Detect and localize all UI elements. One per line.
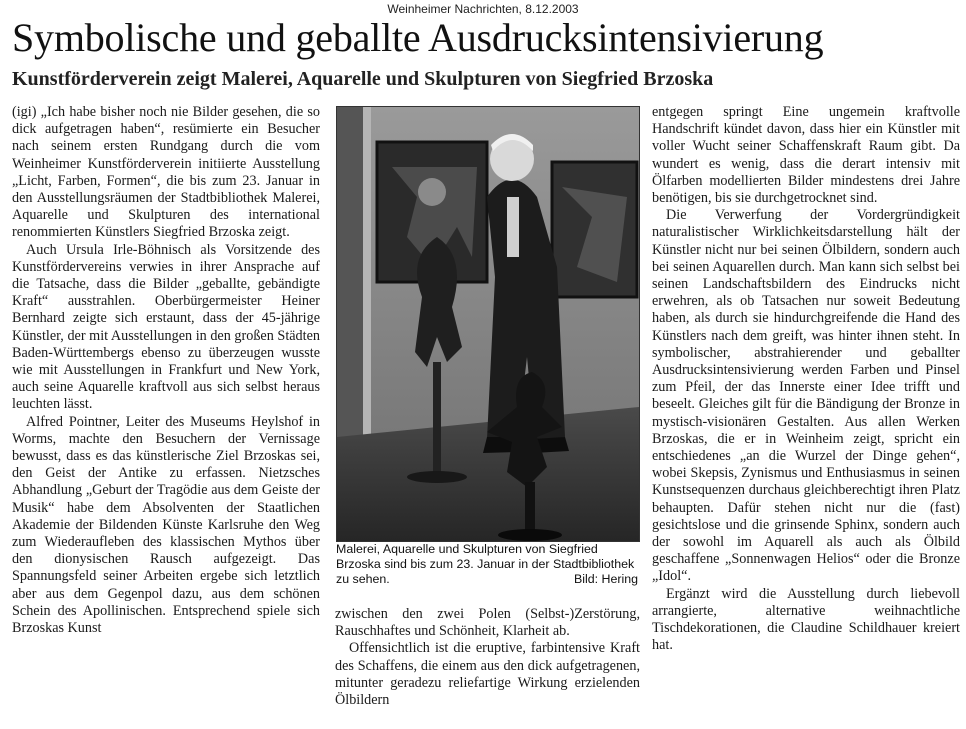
photo-caption [336, 542, 638, 588]
subheadline: Kunstförderverein zeigt Malerei, Aquarelle und Skulpturen von Siegfried Brzoska [12, 68, 714, 90]
source-line: Weinheimer Nachrichten, 8.12.2003 [387, 2, 579, 16]
paragraph: entgegen springt Eine ungemein kraftvolle Handschrift kündet davon, dass hier ein Künstler mit voller Wucht seiner Schaffenskraft Raum gibt. Da wundert es wenig, dass die derart intensiv mit Ölfarben modellierten Bilder mindestens drei Jahre benötigen, bis sie durchgetrocknet sind. [652, 104, 960, 207]
paragraph: (igi) „Ich habe bisher noch nie Bilder gesehen, die so dick aufgetragen haben“, resümierte ein Besucher nach seinem ersten Rundgang durch die vom Weinheimer Kunstförderverein initiierte Ausstellung „Licht, Farben, Formen“, die bis zum 23. Januar in den Ausstellungsräumen der Stadtbibliothek Malerei, Aquarelle und Skulpturen des international renommierten Künstlers Siegfried Brzoska zeigt. [12, 104, 320, 241]
paragraph: Ergänzt wird die Ausstellung durch liebevoll arrangierte, alternative weihnachtliche Tischdekorationen, die Claudine Schildhauer kreiert hat. [652, 585, 960, 654]
paragraph: Offensichtlich ist die eruptive, farbintensive Kraft des Schaffens, die einem aus den dick aufgetragenen, mitunter geradezu reliefartige Wirkung erzielenden Ölbildern [335, 640, 640, 709]
article-column-3 [652, 104, 960, 655]
article-column-1 [12, 104, 320, 637]
paragraph: Auch Ursula Irle-Böhnisch als Vorsitzende des Kunstfördervereins verwies in ihrer Ansprache auf die Tatsache, dass die Bilder „geballte, gebändigte Kraft“ ausstrahlen. Oberbürgermeister Heiner Bernhard zeigte sich erstaunt, dass der 45-jährige Künstler, der mit Ausstellungen in den großen Städten Baden-Württembergs ebenso zu überzeugen wusste wie mit Ausstellungen in Frankfurt und New York, auch seine Aquarelle kraftvoll aus sich selbst heraus leuchten lässt. [12, 241, 320, 413]
article-column-2 [335, 606, 640, 709]
headline: Symbolische und geballte Ausdrucksintensivierung [12, 15, 824, 60]
artist-photo [336, 106, 640, 542]
photo-illustration [337, 107, 639, 541]
paragraph: zwischen den zwei Polen (Selbst-)Zerstörung, Rauschhaftes und Schönheit, Klarheit ab. [335, 606, 640, 640]
paragraph: Die Verwerfung der Vordergründigkeit naturalistischer Wirklichkeitsdarstellung hält der Künstler nicht nur bei seinen Ölbildern, sondern auch bei seinen Aquarellen durch. Man kann sich selbst bei seinen Landschaftsbildern des Eindrucks nicht erwehren, als ob Tatsachen nur soweit Bedeutung haben, als durch sie hindurchgreifende die Hand des Künstlers nach dem greift, was hinter ihnen steht. In symbolischer, abstrahierender und geballter Ausdrucksintensivierung werden Farben und Pinsel zum Pfeil, der das Innerste einer Idee trifft und beseelt. Gleiches gilt für die Bändigung der Bronze in mystisch-visionären Gestalten. Aus allen Werken Brzoskas, die er in Weinheim zeigt, spricht ein entschiedenes „an die Wurzel der Dinge gehen“, wobei Skepsis, Zynismus und Enthusiasmus in seinen Kunstsequenzen durchaus gleichberechtigt ihren Platz behaupten. Dafür stehen nicht nur die (fast) gesichtslose und die grinsende Sphinx, sondern auch der sowohl im Aquarell als auch als Ölbild geschaffene „Sonnenwagen Helios“ oder die Bronze „Idol“. [652, 207, 960, 585]
caption-text: Malerei, Aquarelle und Skulpturen von Siegfried Brzoska sind bis zum 23. Januar in der Stadtbibliothek zu sehen. [336, 542, 635, 587]
photo-credit: Bild: Hering [573, 572, 638, 587]
paragraph: Alfred Pointner, Leiter des Museums Heylshof in Worms, machte den Besuchern der Vernissage bewusst, dass es das künstlerische Ziel Brzoskas sei, den Geist der Antike zu erfassen. Nietzsches Abhandlung „Geburt der Tragödie aus dem Geiste der Musik“ habe dem Absolventen der Staatlichen Akademie der Bildenden Künste Karlsruhe den Weg zum Wiederaufleben des klassischen Mythos über den dionysischen Rausch aufgezeigt. Das Spannungsfeld seiner Arbeiten ergebe sich letztlich aber aus dem Gegenpol dazu, aus dem schönen Schein des Apollinischen. Entsprechend spiele sich Brzoskas Kunst [12, 413, 320, 637]
